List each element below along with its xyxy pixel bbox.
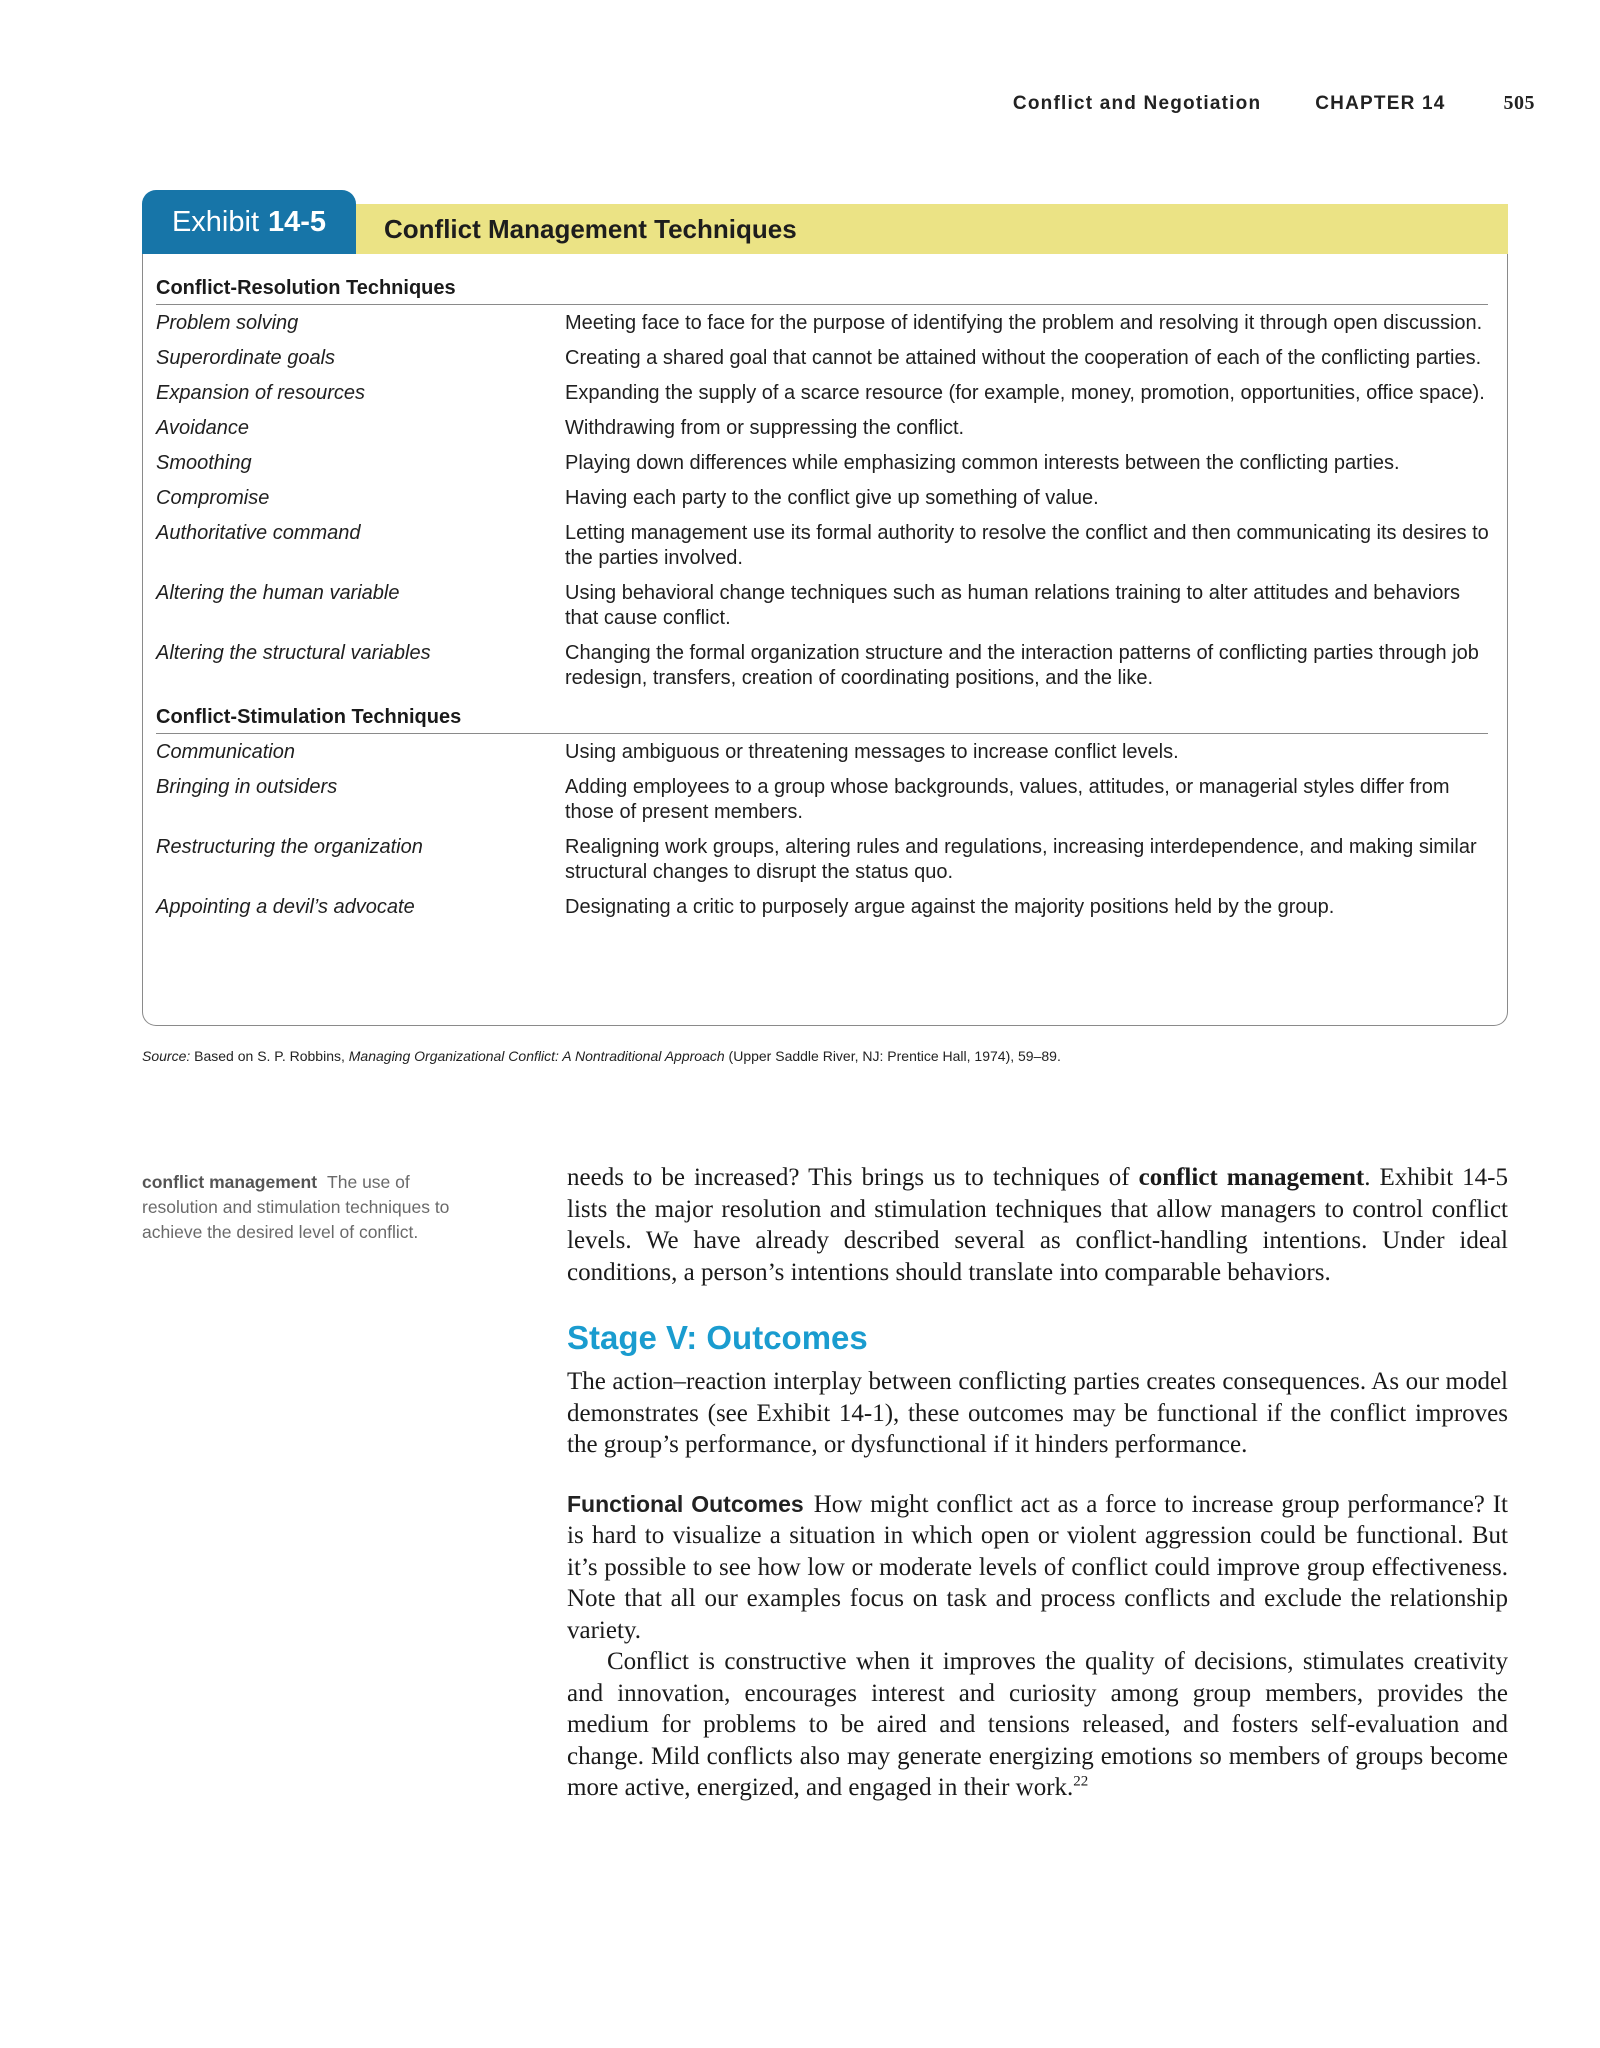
margin-glossary-note bbox=[142, 1170, 472, 1245]
paragraph-2: The action–reaction interplay between conflicting parties creates consequences. As our model demonstrates (see Exhibit 14-1), these outcomes may be functional if the conflict improves the group’s performance, or dysfunctional if it hinders performance. bbox=[567, 1368, 1508, 1458]
exhibit-title-bar bbox=[356, 204, 1508, 254]
exhibit-label: Exhibit bbox=[171, 205, 259, 238]
technique-name: Superordinate goals bbox=[156, 347, 336, 369]
source-post: (Upper Saddle River, NJ: Prentice Hall, 1974), 59–89. bbox=[724, 1048, 1061, 1064]
technique-description: Using ambiguous or threatening messages to increase conflict levels. bbox=[565, 741, 1179, 763]
technique-row bbox=[156, 311, 1501, 336]
exhibit-title: Conflict Management Techniques bbox=[384, 213, 797, 244]
source-label: Source: bbox=[142, 1048, 191, 1064]
technique-name: Authoritative command bbox=[156, 522, 361, 544]
stimulation-rows bbox=[156, 740, 1501, 920]
technique-row bbox=[156, 521, 1501, 571]
subheading-functional-outcomes: Functional Outcomes bbox=[567, 1490, 804, 1517]
exhibit-source bbox=[142, 1048, 1061, 1064]
technique-row bbox=[156, 835, 1501, 885]
source-book-title: Managing Organizational Conflict: A Nontraditional Approach bbox=[348, 1048, 725, 1064]
technique-description: Designating a critic to purposely argue against the majority positions held by the group. bbox=[565, 896, 1335, 918]
technique-description: Expanding the supply of a scarce resource (for example, money, promotion, opportunities, office space). bbox=[565, 382, 1485, 404]
technique-row bbox=[156, 381, 1501, 406]
exhibit-number: 14-5 bbox=[268, 205, 327, 238]
technique-row bbox=[156, 416, 1501, 441]
technique-description: Letting management use its formal authority to resolve the conflict and then communicating its desires to the parties involved. bbox=[565, 522, 1489, 569]
technique-name: Restructuring the organization bbox=[156, 836, 423, 858]
technique-row bbox=[156, 581, 1501, 631]
technique-row bbox=[156, 486, 1501, 511]
p3-text: How might conflict act as a force to increase group performance? It is hard to visualize a situation in which open or violent aggression could be functional. But it’s possible to see how low or moderate levels of conflict could improve group effectiveness. Note that all our examples focus on task and process conflicts and exclude the relationship variety. bbox=[567, 1490, 1508, 1644]
technique-row bbox=[156, 451, 1501, 476]
technique-row bbox=[156, 346, 1501, 371]
technique-description: Having each party to the conflict give up something of value. bbox=[565, 487, 1099, 509]
body-text bbox=[567, 1162, 1508, 1804]
p1-end: . Exhibit 14-5 lists the major resolution and stimulation techniques that allow managers to control conflict levels. We have already described several as conflict-handling intentions. Under ideal conditions, a person’s intentions should translate into comparable behaviors. bbox=[567, 1164, 1508, 1286]
paragraph-4 bbox=[567, 1646, 1508, 1804]
source-pre: Based on S. P. Robbins, bbox=[190, 1048, 349, 1064]
technique-description: Playing down differences while emphasizing common interests between the conflicting parties. bbox=[565, 452, 1400, 474]
exhibit-table-frame bbox=[142, 254, 1508, 1026]
technique-name: Appointing a devil’s advocate bbox=[156, 896, 415, 918]
technique-row bbox=[156, 641, 1501, 691]
technique-row bbox=[156, 740, 1501, 765]
technique-description: Withdrawing from or suppressing the conflict. bbox=[565, 417, 965, 439]
techniques-table bbox=[156, 276, 1501, 930]
resolution-section-heading: Conflict-Resolution Techniques bbox=[156, 276, 1488, 305]
technique-name: Avoidance bbox=[156, 417, 250, 439]
stimulation-section-heading: Conflict-Stimulation Techniques bbox=[156, 705, 1488, 734]
technique-description: Realigning work groups, altering rules and regulations, increasing interdependence, and making similar structural changes to disrupt the status quo. bbox=[565, 836, 1477, 883]
exhibit-tab bbox=[142, 190, 356, 254]
paragraph-3 bbox=[567, 1489, 1508, 1647]
running-header bbox=[1013, 92, 1535, 115]
paragraph-1 bbox=[567, 1162, 1508, 1288]
technique-description: Adding employees to a group whose backgrounds, values, attitudes, or managerial styles differ from those of present members. bbox=[565, 776, 1450, 823]
glossary-definition: The use of resolution and stimulation techniques to achieve the desired level of conflict. bbox=[142, 1172, 450, 1242]
footnote-ref: 22 bbox=[1073, 1773, 1089, 1790]
running-header-chapter: CHAPTER 14 bbox=[1315, 93, 1446, 114]
technique-name: Smoothing bbox=[156, 452, 252, 474]
technique-name: Altering the structural variables bbox=[156, 642, 431, 664]
p1-start: needs to be increased? This brings us to techniques of bbox=[567, 1164, 1139, 1191]
technique-name: Communication bbox=[156, 741, 295, 763]
technique-name: Problem solving bbox=[156, 312, 299, 334]
technique-description: Creating a shared goal that cannot be attained without the cooperation of each of the conflicting parties. bbox=[565, 347, 1482, 369]
running-header-title: Conflict and Negotiation bbox=[1012, 93, 1262, 114]
glossary-term: conflict management bbox=[142, 1172, 318, 1192]
p4-text: Conflict is constructive when it improves the quality of decisions, stimulates creativity and innovation, encourages interest and curiosity among group members, provides the medium for problems to be aired and tensions released, and fosters self-evaluation and change. Mild conflicts also may generate energizing emotions so members of groups become more active, energized, and engaged in their work. bbox=[567, 1648, 1508, 1801]
technique-description: Changing the formal organization structure and the interaction patterns of conflicting parties through job redesign, transfers, creation of coordinating positions, and the like. bbox=[565, 642, 1479, 689]
technique-name: Expansion of resources bbox=[156, 382, 366, 404]
technique-name: Bringing in outsiders bbox=[156, 776, 338, 798]
page-number: 505 bbox=[1503, 92, 1535, 114]
technique-row bbox=[156, 775, 1501, 825]
section-heading-stage-v: Stage V: Outcomes bbox=[567, 1319, 868, 1356]
technique-description: Using behavioral change techniques such as human relations training to alter attitudes and behaviors that cause conflict. bbox=[565, 582, 1460, 629]
technique-row bbox=[156, 895, 1501, 920]
technique-description: Meeting face to face for the purpose of identifying the problem and resolving it through open discussion. bbox=[565, 312, 1483, 334]
technique-name: Altering the human variable bbox=[156, 582, 400, 604]
technique-name: Compromise bbox=[156, 487, 270, 509]
resolution-rows bbox=[156, 311, 1501, 691]
key-term-conflict-management: conflict management bbox=[1138, 1164, 1365, 1191]
exhibit-14-5 bbox=[142, 190, 1508, 1026]
